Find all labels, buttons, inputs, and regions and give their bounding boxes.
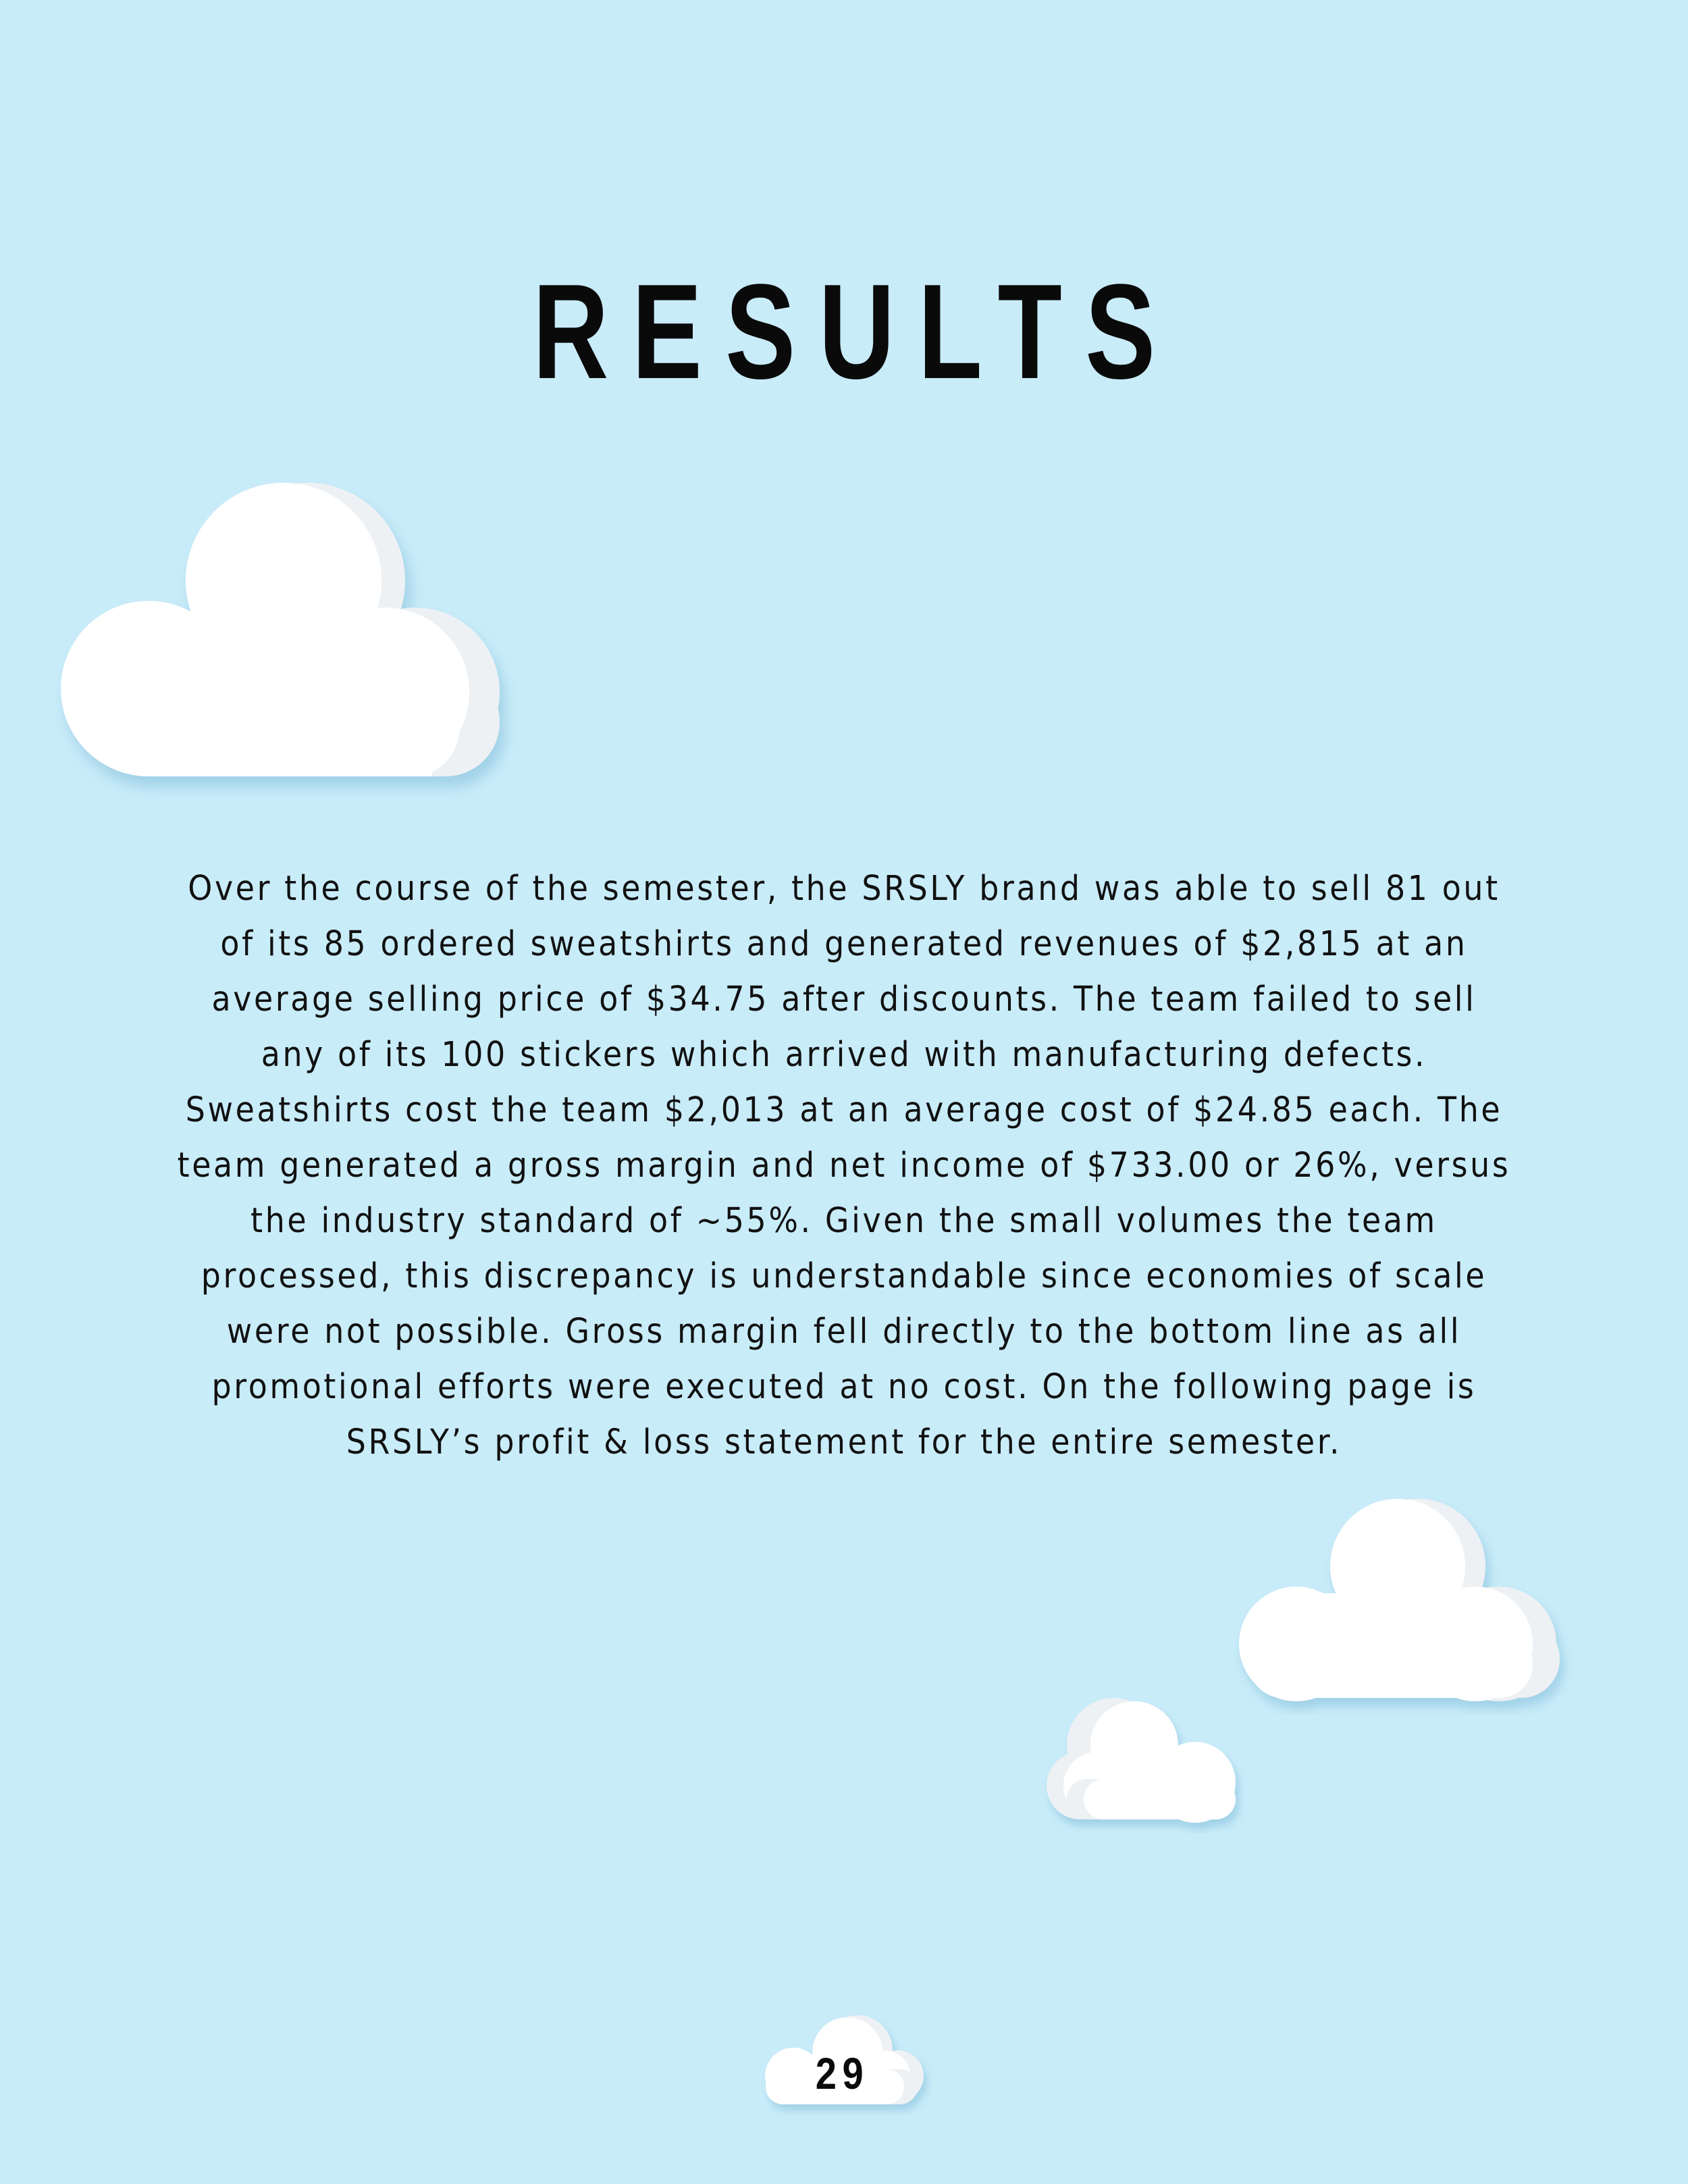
cloud-large-left xyxy=(41,466,554,803)
page-number-cloud xyxy=(756,2008,932,2116)
page-title: RESULTS xyxy=(532,257,1179,407)
cloud-small xyxy=(1033,1684,1249,1833)
page-number: 29 xyxy=(815,2048,870,2098)
results-paragraph: Over the course of the semester, the SRSLY brand was able to sell 81 out of its 85 ordered sweatshirts and generated revenues of $2,815 at an average selling price of $34.75 after discounts. The team failed to sell any of its 100 stickers which arrived with manufacturing defects. Sweatshirts cost the team $2,013 at an average cost of $24.85 each. The team generated a gross margin and net income of $733.00 or 26%, versus the industry standard of ~55%. Given the small volumes the team processed, this discrepancy is understandable since economies of scale were not possible. Gross margin fell directly to the bottom line as all promotional efforts were executed at no cost. On the following page is SRSLY’s profit & loss statement for the entire semester. xyxy=(177,869,1511,1462)
cloud-right xyxy=(1222,1485,1587,1715)
